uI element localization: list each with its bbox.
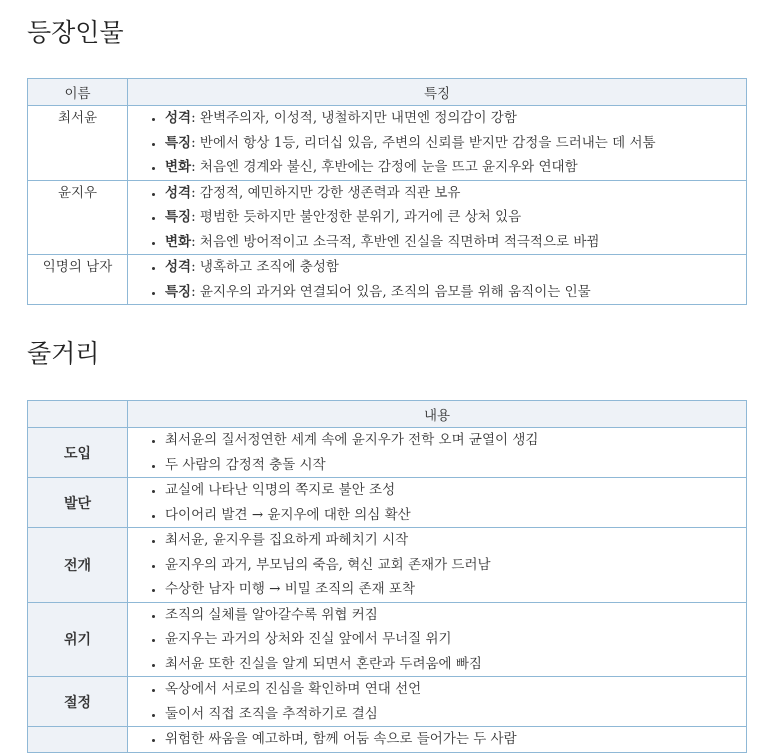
- list-item: • 조직의 실체를 알아갈수록 위협 커짐: [165, 603, 746, 628]
- list-item: • 교실에 나타난 익명의 쪽지로 불안 조성: [165, 478, 746, 503]
- plot-stage: [28, 727, 128, 753]
- list-item: • 두 사람의 감정적 충돌 시작: [165, 453, 746, 478]
- header-stage: [28, 401, 128, 428]
- header-content: 내용: [128, 401, 747, 428]
- table-row: [28, 106, 747, 181]
- trait-text: : 윤지우의 과거와 연결되어 있음, 조직의 음모를 위해 움직이는 인물: [191, 283, 591, 300]
- header-traits: 특징: [128, 79, 747, 106]
- character-traits: [128, 180, 747, 255]
- list-item: [165, 106, 746, 131]
- plot-heading: 줄거리: [27, 339, 100, 368]
- character-name: 익명의 남자: [28, 255, 128, 305]
- list-item: • 다이어리 발견 → 윤지우에 대한 의심 확산: [165, 503, 746, 528]
- plot-stage: 전개: [28, 528, 128, 603]
- plot-table: [27, 400, 747, 753]
- trait-label: 성격: [165, 184, 192, 201]
- characters-heading: 등장인물: [27, 18, 124, 47]
- trait-text: : 처음엔 경계와 불신, 후반에는 감정에 눈을 뜨고 윤지우와 연대함: [191, 159, 578, 175]
- plot-stage: 도입: [28, 428, 128, 478]
- list-item: • 윤지우의 과거, 부모님의 죽음, 혁신 교회 존재가 드러남: [165, 553, 746, 578]
- trait-list: [128, 181, 746, 255]
- plot-stage: 위기: [28, 602, 128, 677]
- table-row: [28, 255, 747, 305]
- list-item: • 옥상에서 서로의 진심을 확인하며 연대 선언: [165, 677, 746, 702]
- plot-content: [128, 677, 747, 727]
- plot-content: [128, 428, 747, 478]
- trait-label: 성격: [165, 259, 192, 275]
- table-row: [28, 180, 747, 255]
- plot-content: [128, 602, 747, 677]
- table-header-row: [28, 79, 747, 106]
- list-item: • 둘이서 직접 조직을 추적하기로 결심: [165, 702, 746, 727]
- list-item: • 수상한 남자 미행 → 비밀 조직의 존재 포착: [165, 577, 746, 602]
- character-name: 최서윤: [28, 106, 128, 181]
- trait-list: [128, 106, 746, 180]
- trait-label: 변화: [165, 233, 192, 250]
- trait-text: : 감정적, 예민하지만 강한 생존력과 직관 보유: [191, 184, 461, 201]
- trait-label: 성격: [165, 110, 192, 126]
- table-row: [28, 528, 747, 603]
- plot-content: [128, 528, 747, 603]
- table-row: [28, 478, 747, 528]
- trait-text: : 완벽주의자, 이성적, 냉철하지만 내면엔 정의감이 강함: [191, 110, 517, 126]
- plot-list: [128, 528, 746, 602]
- characters-table: [27, 78, 747, 305]
- trait-list: [128, 255, 746, 304]
- trait-label: 특징: [165, 134, 192, 151]
- list-item: • 윤지우는 과거의 상처와 진실 앞에서 무너질 위기: [165, 627, 746, 652]
- list-item: • 최서윤, 윤지우를 집요하게 파헤치기 시작: [165, 528, 746, 553]
- table-row: [28, 428, 747, 478]
- plot-list: [128, 478, 746, 527]
- list-item: [165, 131, 746, 156]
- list-item: [165, 255, 746, 280]
- header-name: 이름: [28, 79, 128, 106]
- list-item: [165, 230, 746, 255]
- trait-label: 특징: [165, 283, 192, 300]
- list-item: • 위험한 싸움을 예고하며, 함께 어둠 속으로 들어가는 두 사람: [165, 727, 746, 752]
- plot-content: [128, 727, 747, 753]
- trait-text: : 반에서 항상 1등, 리더십 있음, 주변의 신뢰를 받지만 감정을 드러내는 데 서툼: [191, 134, 656, 151]
- list-item: [165, 205, 746, 230]
- character-traits: [128, 255, 747, 305]
- list-item: • 최서윤의 질서정연한 세계 속에 윤지우가 전학 오며 균열이 생김: [165, 428, 746, 453]
- table-row: [28, 602, 747, 677]
- table-row: [28, 727, 747, 753]
- list-item: [165, 181, 746, 206]
- plot-stage: 절정: [28, 677, 128, 727]
- plot-list: [128, 603, 746, 677]
- list-item: [165, 155, 746, 180]
- character-traits: [128, 106, 747, 181]
- character-name: 윤지우: [28, 180, 128, 255]
- plot-list: [128, 677, 746, 726]
- trait-label: 특징: [165, 209, 192, 225]
- table-header-row: [28, 401, 747, 428]
- list-item: • 최서윤 또한 진실을 알게 되면서 혼란과 두려움에 빠짐: [165, 652, 746, 677]
- plot-content: [128, 478, 747, 528]
- trait-text: : 냉혹하고 조직에 충성함: [191, 259, 339, 275]
- plot-stage: 발단: [28, 478, 128, 528]
- trait-label: 변화: [165, 159, 192, 175]
- trait-text: : 평범한 듯하지만 불안정한 분위기, 과거에 큰 상처 있음: [191, 209, 522, 225]
- plot-list: [128, 428, 746, 477]
- list-item: [165, 280, 746, 305]
- table-row: [28, 677, 747, 727]
- trait-text: : 처음엔 방어적이고 소극적, 후반엔 진실을 직면하며 적극적으로 바뀜: [191, 233, 600, 250]
